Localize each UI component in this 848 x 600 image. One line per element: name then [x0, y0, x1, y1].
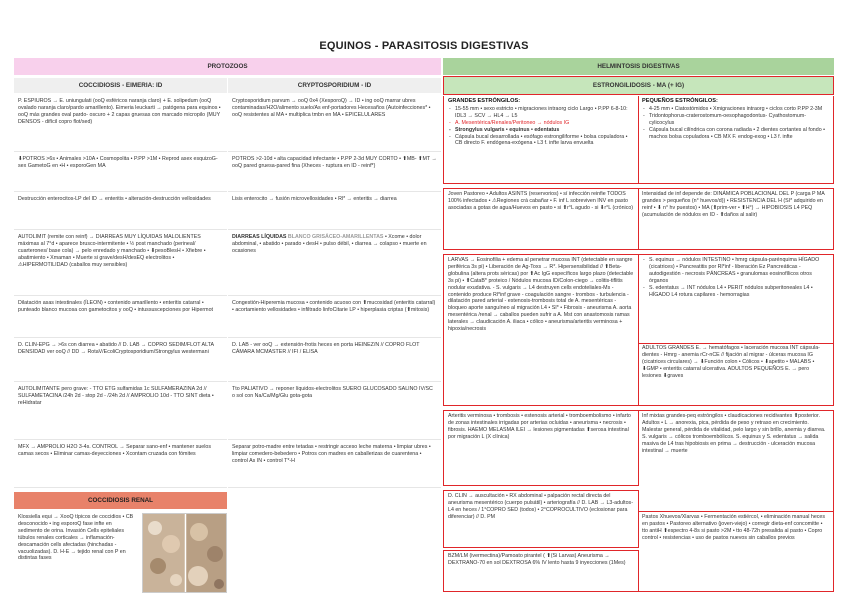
- pathogenesis-equinus-edentatus: - S. equinus → nódulos INTESTINO • hmrg cápsula-parénquima HÍGADO (cicatrices) • Pancreatitis por Rl*inf - liberación Ez Pancreáticas - autodigestión - necrosis PÁNCREAS • granulomas eosinofílicos otros órganos - S. edentatus → INT nódulos L4 • PERIT nódulos subperitoneales L4 • HÍGADO L4 rotura capilares - hemorragias: [638, 254, 834, 344]
- crypto-lesions: Congestión-Hiperemia mucosa • contenido acuoso con ⬆mucosidad (enteritis catarral) • acortamiento vellosidades • infiltrado linfoCitarie LP • hiperplasia criptas (⬆mitosis): [228, 298, 441, 338]
- diagnosis: D. CLIN → auscultación • RX abdominal • palpación rectal directa del aneurisma mesentérico (cuerpo pulsátil) • arteriografía // D. LAB → L3-adultos-L4 en heces / 1°COPRO SED (todos) • 2°COPROCULTIVO (eclosionar para diferenciar) // D. PM: [443, 490, 639, 548]
- protozoos-band: PROTOZOOS: [14, 58, 441, 75]
- coccidiosis-treatment: AUTOLIMITANTE pero grave: - TTO ETG sulfamidas 1c SULFAMERAZINA 2d // SULFAMETACINA /24h 2d - stop 2d - /24h 2d // AMPROLIO 10d - TTO SINT dieta • reHidratar: [14, 384, 227, 440]
- coccidiosis-lesions: Dilatación asas intestinales (ÍLEON) • contenido amarillento • enteritis catarral • punteado blanco mucosa con gametocitos y ooQ • intussuscepciones por Hipermot: [14, 298, 227, 338]
- estrongilidosis-header: ESTRONGILIDOSIS - MA (+ IG): [443, 76, 834, 95]
- crypto-pathogenesis: Lisis enterocito → fusión microvellosidades • Rl* → enteritis → diarrea: [228, 194, 441, 230]
- clinical-arteritis: Arteritis verminosa • trombosis • estenosis arterial • tromboembolismo • infarto de zonas intestinales irrigadas por arterias ocluidas • aneurisma • necrosis • fibrosis. HAEMO MELASMA ILEI → lesiones pigmentadas ⬆serosa intestinal por migración L (X clínica): [443, 410, 639, 486]
- coccidiosis-control: MFX → AMPROLIO H2O 3-4s. CONTROL → Separar sano-enf • mantener suelos camas secos • Eliminar camas-deyecciones • Xcontam cruzada con fómites: [14, 442, 227, 488]
- treatment: BZM/LM (ivermectina)/Pamoato pirantel ( ⬆(Si Larvas) Aneurisma → DEXTRANO-70 en sol DEXTROSA 6% IV lento hasta 9 inyecciones (1Mes): [443, 550, 639, 592]
- helmintos-band: HELMINTOSIS DIGESTIVAS: [443, 58, 834, 75]
- coccidiosis-epidemiology: ⬇POTROS >6s • Animales >10A • Cosmopolita • P.PP >1M • Reprod asex esquizoG-sex GametoG en •H • esporoGen MA: [14, 154, 227, 192]
- clinical-signs: Inf mixtas grandes-peq estróngilos • claudicaciones recidivantes ⬆posterior. Adultos • L → anorexia, pica, pérdida de peso y retraso en crecimiento. Malestar general, pérdida de vitalidad, pelo largo y sin brillo, anemia y diarrea. S. vulgaris → cólicos tromboembólicos. S. equinus y S. edentatus → salida masiva de L4 tras hipobiosis en prima → destrucción - ulceración mucosa intestinal → muerte: [638, 410, 834, 512]
- crypto-treatment: Tto PALIATIVO → reponer líquidos-electrolitos SUERO GLUCOSADO SALINO IV/SC o sol con Na/Ca/Mg/Glu gota-gota: [228, 384, 441, 440]
- coccidiosis-agent: P. ESPIUROS → E. uniungulati (ooQ esféricos naranja claro) + E. solipedum (ooQ ovalado naranja claro/pardo amarillento). Eimeria leuckarti → patógena para equinos • ooQ más grandes oval pardo- oscuro + 2 capas gruesas con marcado micropilo (MUY DENSOS - difícil copro flot/sed): [14, 96, 227, 152]
- crypto-agent: Cryptosporidium parvum → ooQ 0x4 (XesporoQ) → ID • ing ooQ marrar ubres contaminadas/H2O/alimento suelo/As enf-portadores Hecesaños (Autoinfecciones* • ooQ resistentes al MA • multiplica tmbn en MA • EPICELULARES: [228, 96, 441, 152]
- grandes-estrongilos: GRANDES ESTRÓNGILOS: - 15-55 mm • sexo estricto • migraciones intraorg ciclo Largo • P.PP 6-8-10: IDL3 → SCV → HL4 → L5 - A. Mesentérica/Renales/Peritoneo → nódulos IG - Strongylus vulgaris • equinus • edentatus - Cápsula bucal desarrollada • esófago estrongiliforme • bolsa copuladora • CB directo F. endógena-exógena • L3 f. infte larva envuelta: [443, 96, 639, 184]
- page-title: EQUINOS - PARASITOSIS DIGESTIVAS: [319, 40, 529, 52]
- crypto-diagnosis: D. LAB - ver ooQ → extensión-frotis heces en porta HEINEZ/N // COPRO FLOT CÁMARA MCMASTER // IFI / ELISA: [228, 340, 441, 382]
- renal-header: COCCIDIOSIS RENAL: [14, 492, 227, 509]
- coccidiosis-diagnosis: D. CLIN-EPG → >6s con diarrea • abatido // D. LAB → COPRO SEDIM/FLOT ALTA DENSIDAD ver ooQ // DD → RotaV/EcoliCryptosporidium/Strongylus westermani: [14, 340, 227, 382]
- coccidiosis-pathogenesis: Destrucción enterocitos-LP del ID → enteritis • alteración-destrucción vellosidades: [14, 194, 227, 230]
- control-measures: Pastos Xhuevos/Xlarvas • Fermentación estiércol, • eliminación manual heces en pastos • Pastoreo alternativo (joven-viejo) • corregir dieta-enf concomitte • tto antiH ⬆espectro 4-8s si pasto >2M • tto 48-72h presalida al pasto • Copro control • resistencias • uso de pastos nuevos sin caballos previos: [638, 512, 834, 592]
- epidemiology-left: Joven Pastoreo • Adultos ASINTS (reservorios) • sí infección reinfie TODOS 100% infectados • ⚠Regiones crá cabañar • F. inf L sobreviven INV en pasto asociadas a gotas de agua/Huevos en pasto • si ⬆r°L agudo - si ⬇r°L (crónico): [443, 188, 639, 250]
- adults-lesions: ADULTOS GRANDES E. → hematófagos • laceración mucosa INT cápsula-dientes - Hmrg - anemia rCr-nCE // fijación al migrar - úlceras mucosa IG (cicatrices circulares) → ⬇Función colon • Cólicos • ⬇apetito • MALABS • ⬇GMP • enteritis catarral ulcerativa. ADULTOS PEQUEÑOS E. → pero lesiones ⬇graves: [638, 343, 834, 406]
- epidemiology-right: Intensidad de inf depende de: DINÁMICA POBLACIONAL DEL P (carga P MA grandes > pequeños (n° huevos/d)) • RESISTENCIA DEL H (SI* adquirido en reinf • ⬇ n° hv puestos) • MA (⬆prim-ver • ⬆H°) → HIPOBIOSIS L4 PEQ (acumulación de nódulos en ID - ⬆daños al salir): [638, 188, 834, 250]
- pequenos-estrongilos: PEQUEÑOS ESTRÓNGILOS: - 4-25 mm • Ciatostómidos • Xmigraciones intraorg • ciclos corto P.PP 2-3M - Tridontophorus-craterostomum-oesophagodontus- Cyathostomum-cylicocylus - Cápsula bucal cilíndrica con corona radiada • 2 dientes cortantes al fondo • machos bolsa copuladora • CB MX F. endog-exog • L3 f. infte: [638, 96, 834, 184]
- crypto-control: Separar potro-madre entre tetadas • restringir acceso leche materna • limpiar ubres • limpiar comedero-bebedero • Potros con madres en caballerizas de cuarentena • control As IN • control T*-H: [228, 442, 441, 488]
- renal-body: Klossiella equi → XooQ típicos de coccidios • CB desconocido • ing esporoQ fase infte en sedimento de orina. Invasión Cells epiteliales túbulos renales corticales → inflamación-descamación cells afectadas (hinchadas - vacuolizadas). D. H-E → tejido renal con P en distintas fases: [18, 514, 134, 562]
- coccidiosis-header: COCCIDIOSIS - EIMERIA: ID: [14, 78, 227, 93]
- pathogenesis-larvas: LARVAS → Eosinofilia + edema al penetrar mucosa INT (detectable en sangre periférica 3s pi) • Liberación de Ag-Toxs → R*. Hipersensibilidad // ⬆Beta-globulina (altera prots séricas) por ⬆Ac IgG específicos largo plazo (detectable 3s pi) • ⬆CataB* proteico / Nódulos mucosa ID/Colon-ciego → colitis-tiflitis nodular exudativa. - S. vulgaris → L4 destruyen cells endoteliales-Ms - contenido produce Rl*inf grave - coagulación sangre - trombos - turbulencia - dilatación pared arterial - estenosis-trombosis total de A. mesentéricas - bloqueo aporte sanguíneo al migración L4 • SI* • Fibrosis - aneurisma A. aorta mesentérica /renal → caballos pueden sufrir a A. Mst con anastomosis ramas laterales → claudicación A. iliaca • cólico • aneurisma/arteritis verminosa + hipoxia/necrosis: [443, 254, 639, 406]
- renal-histology-image: [142, 513, 227, 593]
- crypto-clinical: DIARREAS LÍQUIDAS BLANCO GRISÁCEO-AMARILLENTAS • Xcome • dolor abdominal, • abatido • parado • desH • pulso débil, • diarrea → colapso • muerte en ocasiones: [228, 232, 441, 296]
- coccidiosis-clinical: AUTOLIMIT (remite con reinf) → DIARREAS MUY LÍQUIDAS MALOLIENTES máximas al 7°d • aparece brusco-intermitente • ½ post manchado (perineal/ cuarterones/ base cola) → pelo enredado y manchado • ⬇pesoBlesH • Xfiebre • abatimiento • Xmaman • Muerte si grave/desH/desEQ electrolitos • ⚠HIPERMOTILIDAD (caballos muy sensibles): [14, 232, 227, 296]
- cryptosporidium-header: CRYPTOSPORIDIUM - ID: [228, 78, 441, 93]
- crypto-epidemiology: POTROS >2-10d • alta capacidad infectante • P.PP 2-3d MUY CORTO • ⬆MB- ⬆MT → ooQ pared gruesa-pared fina (Xheces - ruptura en ID - reinf*): [228, 154, 441, 192]
